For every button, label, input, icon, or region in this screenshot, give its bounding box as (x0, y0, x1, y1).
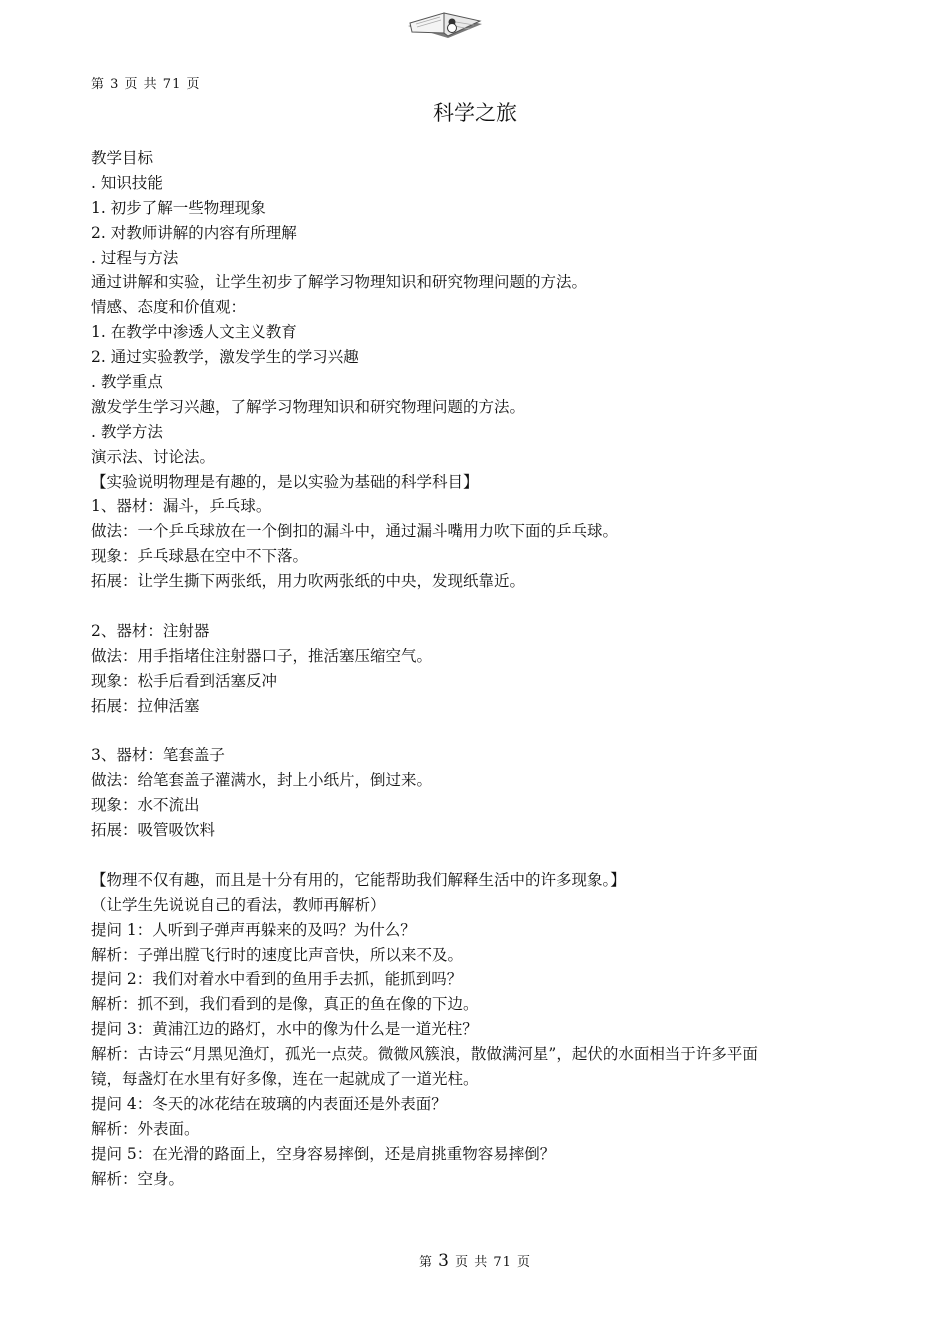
text-line: 通过讲解和实验，让学生初步了解学习物理知识和研究物理问题的方法。 (91, 273, 588, 292)
text-line: 1. 初步了解一些物理现象 (91, 198, 266, 217)
footer-suffix: 页 共 71 页 (455, 1255, 532, 1270)
footer-prefix: 第 (418, 1255, 433, 1270)
text-line: . 教学重点 (91, 373, 163, 392)
text-line: 2、器材：注射器 (91, 621, 210, 640)
text-line: 演示法、讨论法。 (91, 447, 216, 466)
section-heading: 【实验说明物理是有趣的，是以实验为基础的科学科目】 (91, 472, 479, 491)
blank-line (91, 843, 871, 868)
open-book-icon (404, 2, 486, 44)
text-line: . 教学方法 (91, 422, 163, 441)
text-line: 镜，每盏灯在水里有好多像，连在一起就成了一道光柱。 (91, 1069, 479, 1088)
text-line: 教学目标 (91, 149, 154, 167)
document-body (91, 146, 871, 1191)
text-line: 提问 2：我们对着水中看到的鱼用手去抓，能抓到吗？ (91, 970, 463, 989)
page-number-footer (0, 1251, 950, 1271)
document-title: 科学之旅 (433, 101, 517, 125)
footer-page-number: 3 (438, 1251, 450, 1271)
text-line: 解析：空身。 (91, 1169, 185, 1188)
text-line: 做法：一个乒乓球放在一个倒扣的漏斗中，通过漏斗嘴用力吹下面的乒乓球。 (91, 522, 619, 541)
blank-line (91, 594, 871, 619)
text-line: 提问 4：冬天的冰花结在玻璃的内表面还是外表面？ (91, 1094, 447, 1113)
section-heading: 【物理不仅有趣，而且是十分有用的，它能帮助我们解释生活中的许多现象。】 (91, 870, 626, 889)
text-line: . 知识技能 (91, 173, 163, 192)
text-line: 现象：松手后看到活塞反冲 (91, 671, 278, 690)
text-line: （让学生先说说自己的看法，教师再解析） (91, 895, 386, 914)
text-line: 提问 5：在光滑的路面上，空身容易摔倒，还是肩挑重物容易摔倒？ (91, 1144, 556, 1163)
text-line: 现象：水不流出 (91, 796, 200, 815)
text-line: 解析：外表面。 (91, 1119, 200, 1138)
text-line: 拓展：让学生撕下两张纸，用力吹两张纸的中央，发现纸靠近。 (91, 572, 526, 591)
text-line: 情感、态度和价值观： (91, 298, 247, 317)
text-line: 1. 在教学中渗透人文主义教育 (91, 323, 297, 342)
text-line: 提问 3：黄浦江边的路灯，水中的像为什么是一道光柱？ (91, 1020, 478, 1039)
text-line: 解析：抓不到，我们看到的是像，真正的鱼在像的下边。 (91, 995, 479, 1014)
text-line: 拓展：吸管吸饮料 (91, 821, 216, 840)
text-line: 激发学生学习兴趣，了解学习物理知识和研究物理问题的方法。 (91, 397, 526, 416)
text-line: 拓展：拉伸活塞 (91, 696, 200, 715)
text-line: 2. 通过实验教学，激发学生的学习兴趣 (91, 348, 359, 367)
text-line: 做法：给笔套盖子灌满水，封上小纸片，倒过来。 (91, 771, 433, 790)
text-line: 3、器材：笔套盖子 (91, 746, 225, 765)
text-line: 2. 对教师讲解的内容有所理解 (91, 223, 297, 242)
text-line: 解析：古诗云“月黑见渔灯，孤光一点荧。微微风簇浪，散做满河星”，起伏的水面相当于许多平面 (91, 1045, 758, 1064)
page-number-header: 第 3 页 共 71 页 (91, 77, 201, 92)
text-line: 做法：用手指堵住注射器口子，推活塞压缩空气。 (91, 646, 433, 665)
text-line: . 过程与方法 (91, 248, 179, 267)
blank-line (91, 718, 871, 743)
text-line: 解析：子弹出膛飞行时的速度比声音快，所以来不及。 (91, 945, 464, 964)
text-line: 现象：乒乓球悬在空中不下落。 (91, 547, 309, 566)
text-line: 提问 1：人听到子弹声再躲来的及吗？为什么？ (91, 920, 416, 939)
text-line: 1、器材：漏斗，乒乓球。 (91, 497, 272, 516)
